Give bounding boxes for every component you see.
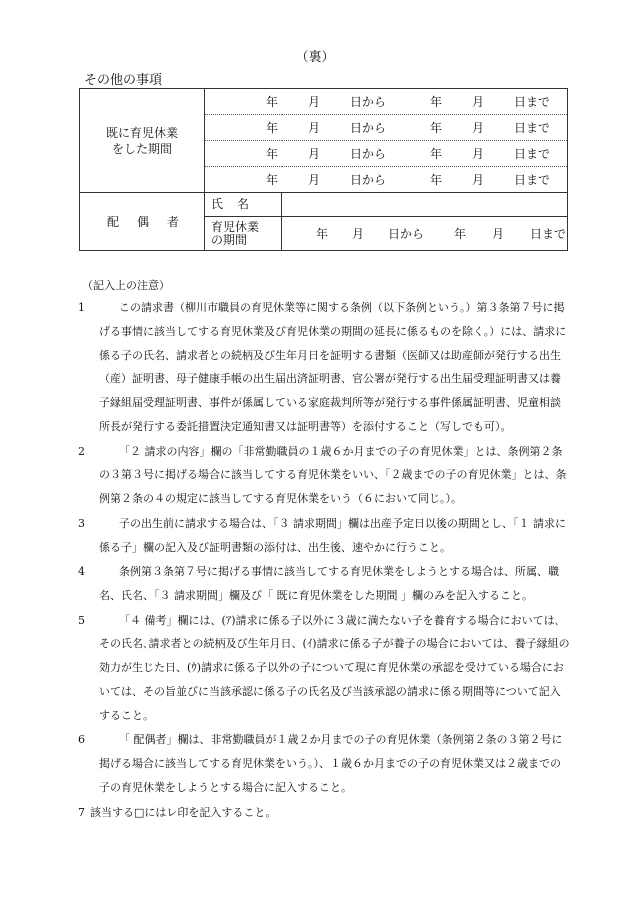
day-to: 日まで	[514, 173, 551, 187]
month-from: 月	[308, 121, 321, 135]
spouse-leave-period-line1: 育児休業	[211, 219, 260, 234]
note-item	[78, 801, 570, 825]
year-to: 年	[430, 173, 443, 187]
year-from: 年	[316, 227, 329, 241]
note-item	[78, 728, 570, 799]
day-from: 日から	[388, 227, 425, 241]
day-from: 日から	[350, 173, 387, 187]
note-item	[78, 440, 570, 511]
month-from: 月	[308, 147, 321, 161]
previous-leave-label-line2: をした期間	[111, 141, 172, 156]
spouse-name-label: 氏名	[211, 197, 264, 211]
note-number: 3	[78, 516, 85, 530]
year-from: 年	[266, 173, 279, 187]
note-text: 「 配偶者」欄は、非常勤職員が１歳２か月までの子の育児休業（条例第２条の３第２号に掲げる場合に該当してする育児休業をいう。）、１歳６か月までの子の育児休業又は２歳までの子の育児休業をしようとする場合に記入すること。	[99, 733, 563, 794]
note-text: 子の出生前に請求する場合は、「３ 請求期間」欄は出産予定日以後の期間とし、「１ 請求に係る子」欄の記入及び証明書類の添付は、出生後、速やかに行うこと。	[99, 516, 566, 554]
spouse-leave-period-field[interactable]	[282, 217, 568, 251]
day-from: 日から	[350, 121, 387, 135]
note-item	[78, 512, 570, 560]
note-number: 7	[78, 805, 85, 819]
note-number: 6	[78, 733, 85, 747]
previous-leave-label	[80, 89, 205, 193]
month-from: 月	[352, 227, 365, 241]
month-from: 月	[308, 95, 321, 109]
note-text: 「２ 請求の内容」欄の「非常勤職員の１歳６か月までの子の育児休業」とは、条例第２条の３第３号に掲げる場合に該当してする育児休業をいい、「２歳までの子の育児休業」とは、条例第２条の４の規定に該当してする育児休業をいう（６において同じ。）。	[99, 444, 567, 506]
note-text: 該当する□にはレ印を記入すること。	[90, 805, 277, 819]
year-to: 年	[454, 227, 467, 241]
note-item	[78, 609, 570, 728]
year-to: 年	[430, 147, 443, 161]
spouse-leave-period-line2: の期間	[211, 232, 248, 247]
note-number: 2	[78, 444, 85, 458]
day-to: 日まで	[530, 227, 567, 241]
spouse-label	[80, 193, 205, 251]
day-from: 日から	[350, 95, 387, 109]
month-to: 月	[472, 147, 485, 161]
month-to: 月	[472, 121, 485, 135]
note-item	[78, 296, 570, 439]
note-item	[78, 560, 570, 608]
month-to: 月	[472, 95, 485, 109]
month-to: 月	[472, 173, 485, 187]
previous-leave-date-1[interactable]	[205, 89, 568, 115]
previous-leave-label-line1: 既に育児休業	[105, 125, 178, 140]
month-from: 月	[308, 173, 321, 187]
note-number: 5	[78, 613, 85, 627]
year-to: 年	[430, 95, 443, 109]
notes-title: （記入上の注意）	[82, 279, 170, 292]
month-to: 月	[492, 227, 505, 241]
day-to: 日まで	[514, 121, 551, 135]
previous-leave-date-2[interactable]	[205, 115, 568, 141]
note-number: 1	[78, 301, 85, 314]
year-from: 年	[266, 121, 279, 135]
year-from: 年	[266, 95, 279, 109]
day-from: 日から	[350, 147, 387, 161]
note-number: 4	[78, 565, 85, 579]
previous-leave-date-4[interactable]	[205, 167, 568, 193]
day-to: 日まで	[514, 147, 551, 161]
previous-leave-row	[80, 89, 568, 115]
year-to: 年	[430, 121, 443, 135]
spouse-leave-period-label	[205, 217, 282, 251]
year-from: 年	[266, 147, 279, 161]
spouse-name-label-cell	[205, 193, 282, 217]
note-text: この請求書（柳川市職員の育児休業等に関する条例（以下条例という。）第３条第７号に掲げる事情に該当してする育児休業及び育児休業の期間の延長に係るものを除く。）には、請求に係る子の氏名、請求者との続柄及び生年月日を証明する書類（医師又は助産師が発行する出生（産）証明書、母子健康手帳の出生届出済証明書、官公署が発行する出生届受理証明書又は養子縁組届受理証明書、事件が係属している家庭裁判所等が発行する事件係属証明書、児童相談所長が発行する委託措置決定通知書又は証明書等）を添付すること（写しでも可）。	[99, 301, 567, 433]
spouse-name-row	[80, 193, 568, 217]
day-to: 日まで	[514, 95, 551, 109]
page-title: （裏）	[295, 50, 335, 65]
form-table	[79, 88, 568, 251]
spouse-label-text: 配偶者	[106, 214, 197, 229]
spouse-name-field[interactable]	[282, 193, 568, 217]
note-text: 「４ 備考」欄には、(ｱ)請求に係る子以外に３歳に満たない子を養育する場合においては､その氏名､請求者との続柄及び生年月日、(ｲ)請求に係る子が養子の場合においては、養子縁組の効力が生じた日、(ｳ)請求に係る子以外の子について現に育児休業の承認を受けている場合においては、その旨並びに当該承認に係る子の氏名及び当該承認の請求に係る期間等について記入すること。	[99, 613, 570, 722]
note-text: 条例第３条第７号に掲げる事情に該当してする育児休業をしようとする場合は、所属、職名、氏名、「３ 請求期間」欄及び「 既に育児休業をした期間 」欄のみを記入すること。	[99, 565, 559, 602]
notes-list	[78, 296, 570, 825]
section-title: その他の事項	[84, 73, 163, 88]
previous-leave-date-3[interactable]	[205, 141, 568, 167]
